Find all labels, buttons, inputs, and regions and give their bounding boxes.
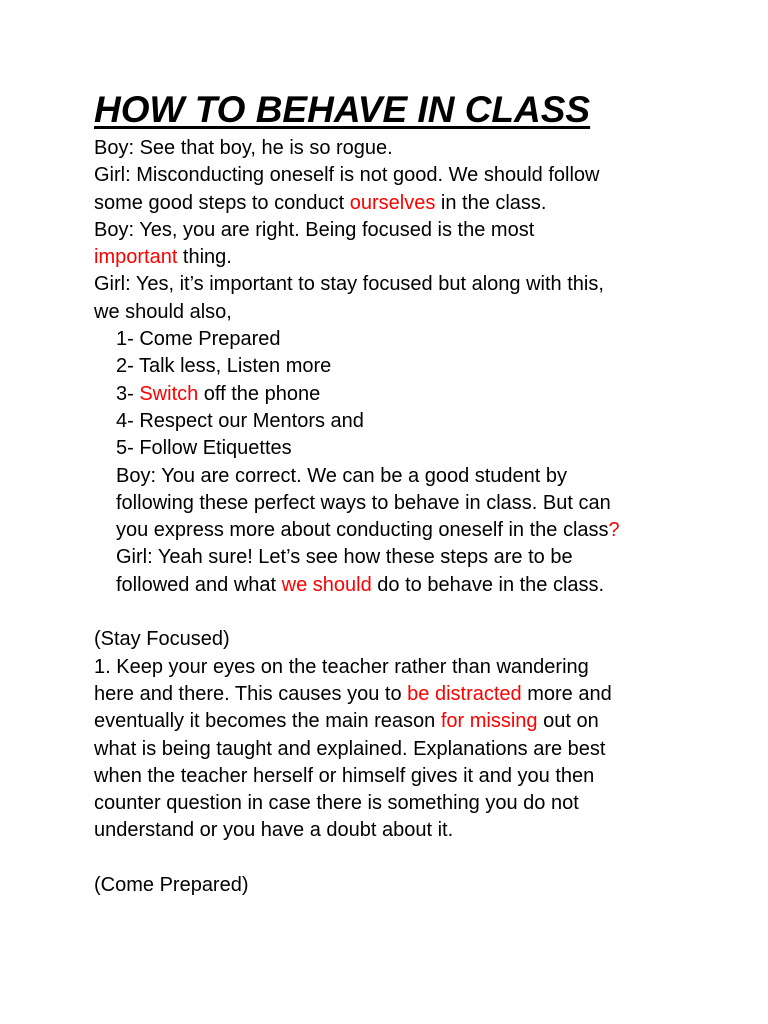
document-body bbox=[94, 135, 754, 899]
text-line bbox=[94, 736, 754, 763]
text-segment: eventually it becomes the main reason bbox=[94, 710, 441, 733]
text-line bbox=[94, 463, 754, 490]
text-line bbox=[94, 299, 754, 326]
text-segment: Boy: See that boy, he is so rogue. bbox=[94, 137, 393, 159]
text-line bbox=[94, 326, 754, 353]
text-segment: Girl: Yes, it’s important to stay focused but along with this, bbox=[94, 273, 604, 296]
text-segment: you express more about conducting oneself in the class bbox=[116, 519, 609, 542]
text-line bbox=[94, 572, 754, 599]
text-segment: Girl: Yeah sure! Let’s see how these steps are to be bbox=[116, 546, 573, 569]
text-line bbox=[94, 490, 754, 517]
text-segment: we should also, bbox=[94, 300, 232, 323]
text-segment: counter question in case there is something you do not bbox=[94, 792, 579, 815]
text-segment: 1. Keep your eyes on the teacher rather than wandering bbox=[94, 655, 589, 678]
text-segment: Boy: Yes, you are right. Being focused is the most bbox=[94, 218, 535, 241]
highlighted-text: Switch bbox=[139, 382, 199, 405]
text-line bbox=[94, 708, 754, 735]
text-segment: understand or you have a doubt about it. bbox=[94, 819, 454, 842]
text-line bbox=[94, 435, 754, 462]
text-segment: (Stay Focused) bbox=[94, 628, 230, 651]
text-segment: off the phone bbox=[198, 382, 321, 405]
highlighted-text: ourselves bbox=[349, 191, 436, 214]
highlighted-text: be distracted bbox=[407, 682, 522, 705]
text-segment: 4- Respect our Mentors and bbox=[116, 409, 364, 432]
text-line bbox=[94, 162, 754, 189]
text-segment: 1- Come Prepared bbox=[116, 328, 281, 351]
text-line bbox=[94, 626, 754, 653]
text-segment: when the teacher herself or himself gives it and you then bbox=[94, 764, 595, 787]
text-segment: more and bbox=[521, 682, 612, 705]
highlighted-text: for missing bbox=[440, 710, 538, 733]
text-segment: Boy: You are correct. We can be a good student by bbox=[116, 464, 568, 487]
text-line bbox=[94, 790, 754, 817]
text-line bbox=[94, 190, 754, 217]
text-segment: what is being taught and explained. Explanations are best bbox=[94, 737, 606, 760]
text-segment: followed and what bbox=[116, 573, 282, 596]
text-line bbox=[94, 872, 754, 899]
text-segment: following these perfect ways to behave in class. But can bbox=[116, 491, 611, 514]
blank-line bbox=[94, 845, 754, 872]
text-line bbox=[94, 681, 754, 708]
text-line bbox=[94, 654, 754, 681]
text-line bbox=[94, 544, 754, 571]
text-segment: some good steps to conduct bbox=[94, 191, 350, 214]
text-line bbox=[94, 817, 754, 844]
text-segment: (Come Prepared) bbox=[94, 874, 249, 897]
text-line bbox=[94, 244, 754, 271]
text-segment: 3- bbox=[116, 382, 140, 405]
text-line bbox=[94, 381, 754, 408]
highlighted-text: ? bbox=[608, 519, 620, 542]
text-line bbox=[94, 353, 754, 380]
text-segment: in the class. bbox=[435, 191, 547, 214]
text-segment: thing. bbox=[177, 246, 232, 269]
text-line bbox=[94, 763, 754, 790]
blank-line bbox=[94, 599, 754, 626]
text-segment: do to behave in the class. bbox=[371, 573, 605, 596]
text-line bbox=[94, 217, 754, 244]
text-segment: out on bbox=[537, 710, 599, 733]
text-line bbox=[94, 517, 754, 544]
text-line bbox=[94, 408, 754, 435]
text-segment: 2- Talk less, Listen more bbox=[116, 355, 332, 378]
text-line bbox=[94, 135, 754, 162]
document-title: HOW TO BEHAVE IN CLASS bbox=[94, 89, 591, 130]
highlighted-text: we should bbox=[281, 573, 372, 596]
text-line bbox=[94, 271, 754, 298]
text-segment: Girl: Misconducting oneself is not good. We should follow bbox=[94, 164, 600, 187]
text-segment: here and there. This causes you to bbox=[94, 682, 408, 705]
text-segment: 5- Follow Etiquettes bbox=[116, 437, 292, 460]
highlighted-text: important bbox=[94, 246, 178, 269]
